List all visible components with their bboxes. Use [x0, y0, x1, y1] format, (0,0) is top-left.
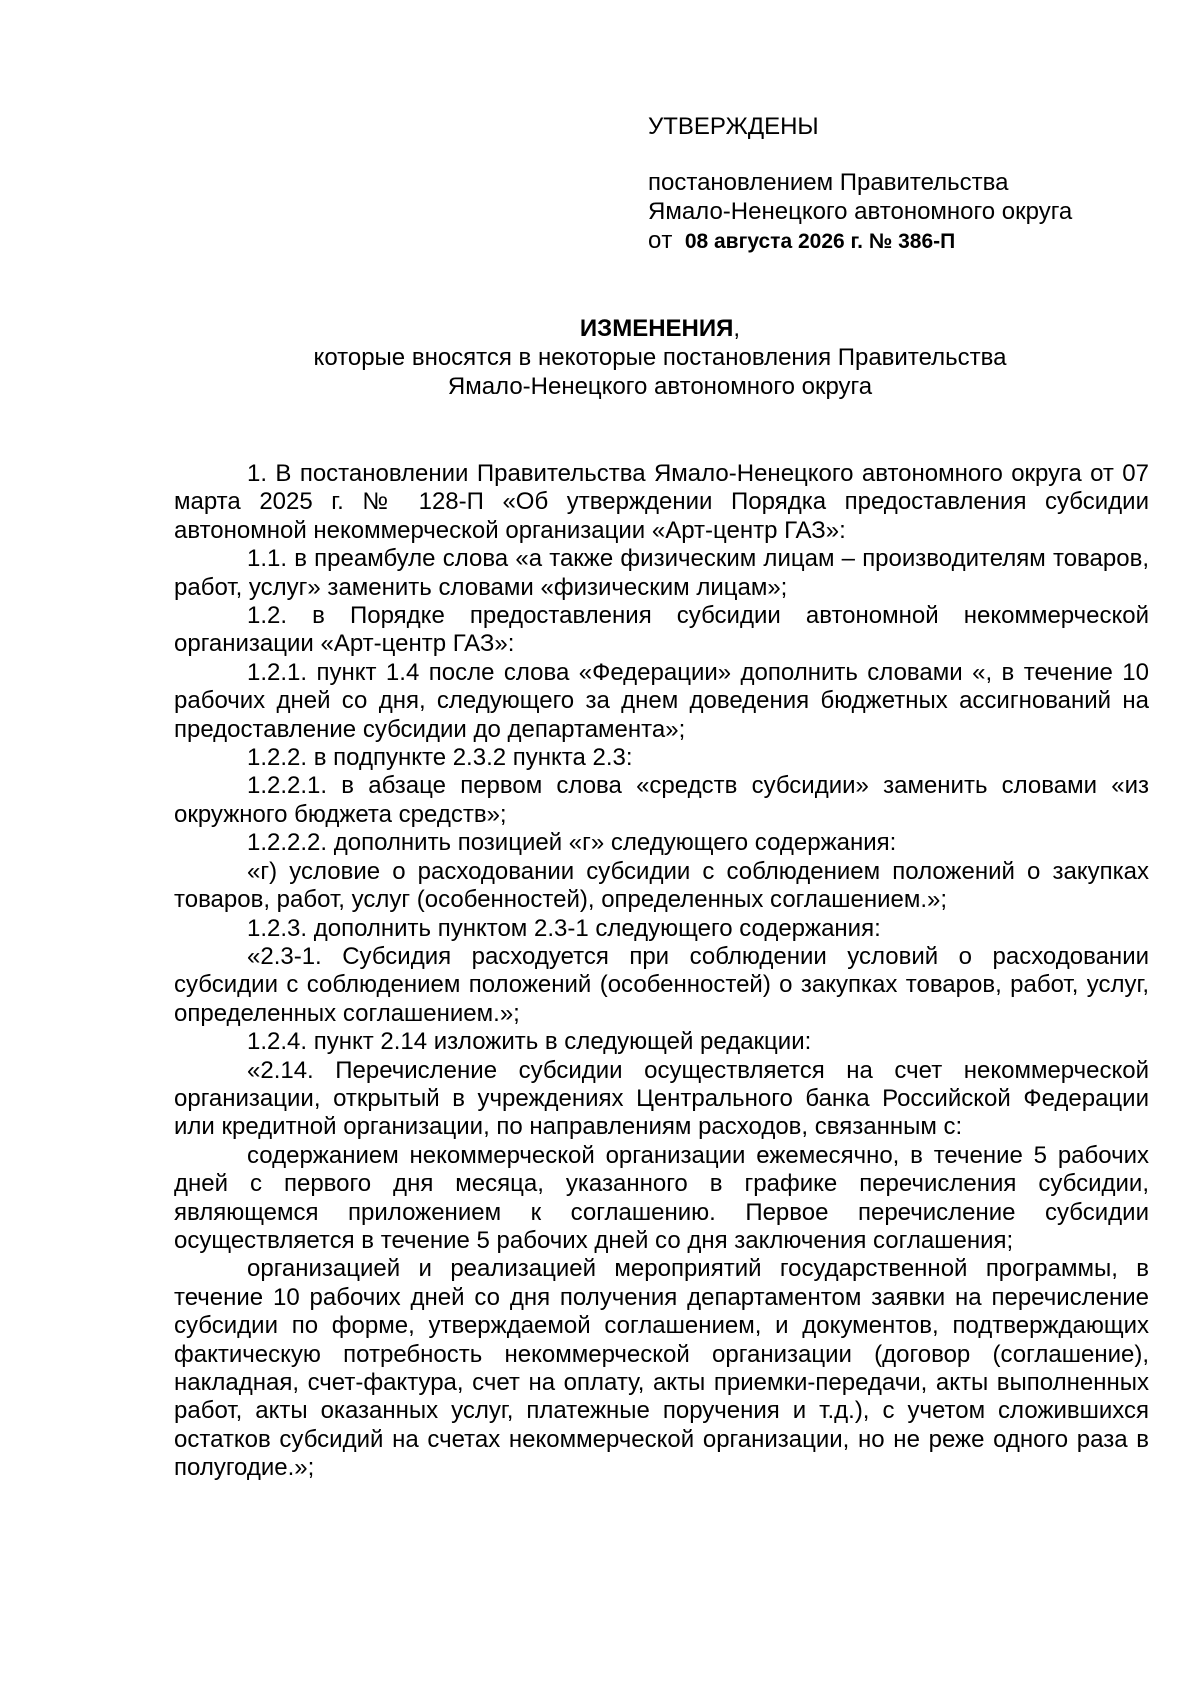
heading-line-1: которые вносятся в некоторые постановления Правительства — [313, 344, 1007, 371]
paragraph: 1.1. в преамбуле слова «а также физическим лицам – производителям товаров, работ, услуг» заменить словами «физическим лицам»; — [174, 545, 1149, 601]
paragraph: «г) условие о расходовании субсидии с соблюдением положений о закупках товаров, работ, услуг (особенностей), определенных соглашением.»; — [174, 857, 1149, 914]
heading-title-line — [160, 314, 1160, 343]
paragraph: 1.2.1. пункт 1.4 после слова «Федерации» дополнить словами «, в течение 10 рабочих дней со дня, следующего за днем доведения бюджетных ассигнований на предоставление субсидии до департамента»; — [174, 658, 1149, 743]
paragraph: организацией и реализацией мероприятий государственной программы, в течение 10 рабочих дней со дня получения департаментом заявки на перечисление субсидии по форме, утверждаемой соглашением, и документов, подтверждающих фактическую потребность некоммерческой организации (договор (соглашение), накладная, счет-фактура, счет на оплату, акты приемки-передачи, акты выполненных работ, акты оказанных услуг, платежные поручения и т.д.), с учетом сложившихся остатков субсидий на счетах некоммерческой организации, но не реже одного раза в полугодие.»; — [174, 1255, 1149, 1482]
paragraph: 1.2.3. дополнить пунктом 2.3-1 следующего содержания: — [247, 914, 881, 942]
document-body — [174, 460, 1149, 1483]
approval-line-2: Ямало-Ненецкого автономного округа — [648, 198, 1073, 225]
document-heading — [160, 314, 1160, 401]
paragraph: «2.3-1. Субсидия расходуется при соблюдении условий о расходовании субсидии с соблюдением положений (особенностей) о закупках товаров, работ, услуг, определенных соглашением.»; — [174, 942, 1149, 1027]
approval-date-line — [648, 226, 1168, 256]
paragraph: 1.2.4. пункт 2.14 изложить в следующей редакции: — [247, 1028, 812, 1056]
paragraph: 1.2.2.2. дополнить позицией «г» следующего содержания: — [247, 829, 897, 857]
paragraph: 1.2.2. в подпункте 2.3.2 пункта 2.3: — [247, 744, 633, 772]
approval-date-value: 08 августа 2026 г. № 386-П — [684, 230, 956, 253]
heading-line-2: Ямало-Ненецкого автономного округа — [447, 373, 873, 400]
approval-block — [648, 112, 1168, 256]
heading-title: ИЗМЕНЕНИЯ — [579, 315, 734, 342]
paragraph: 1. В постановлении Правительства Ямало-Ненецкого автономного округа от 07 марта 2025 г. № 128-П «Об утверждении Порядка предоставления субсидии автономной некоммерческой организации «Арт-центр ГАЗ»: — [174, 460, 1149, 544]
paragraph: 1.2.2.1. в абзаце первом слова «средств субсидии» заменить словами «из окружного бюджета средств»; — [174, 772, 1149, 828]
paragraph: 1.2. в Порядке предоставления субсидии автономной некоммерческой организации «Арт-центр ГАЗ»: — [174, 602, 1149, 658]
approval-title: УТВЕРЖДЕНЫ — [648, 113, 819, 140]
paragraph: «2.14. Перечисление субсидии осуществляется на счет некоммерческой организации, открытый в учреждениях Центрального банка Российской Федерации или кредитной организации, по направлениям расходов, связанным с: — [174, 1056, 1149, 1141]
approval-date-prefix: от — [648, 227, 673, 254]
paragraph: содержанием некоммерческой организации ежемесячно, в течение 5 рабочих дней с первого дня месяца, указанного в графике перечисления субсидии, являющемся приложением к соглашению. Первое перечисление субсидии осуществляется в течение 5 рабочих дней со дня заключения соглашения; — [174, 1141, 1149, 1254]
heading-title-suffix: , — [733, 315, 741, 342]
approval-line-1: постановлением Правительства — [648, 169, 1009, 196]
